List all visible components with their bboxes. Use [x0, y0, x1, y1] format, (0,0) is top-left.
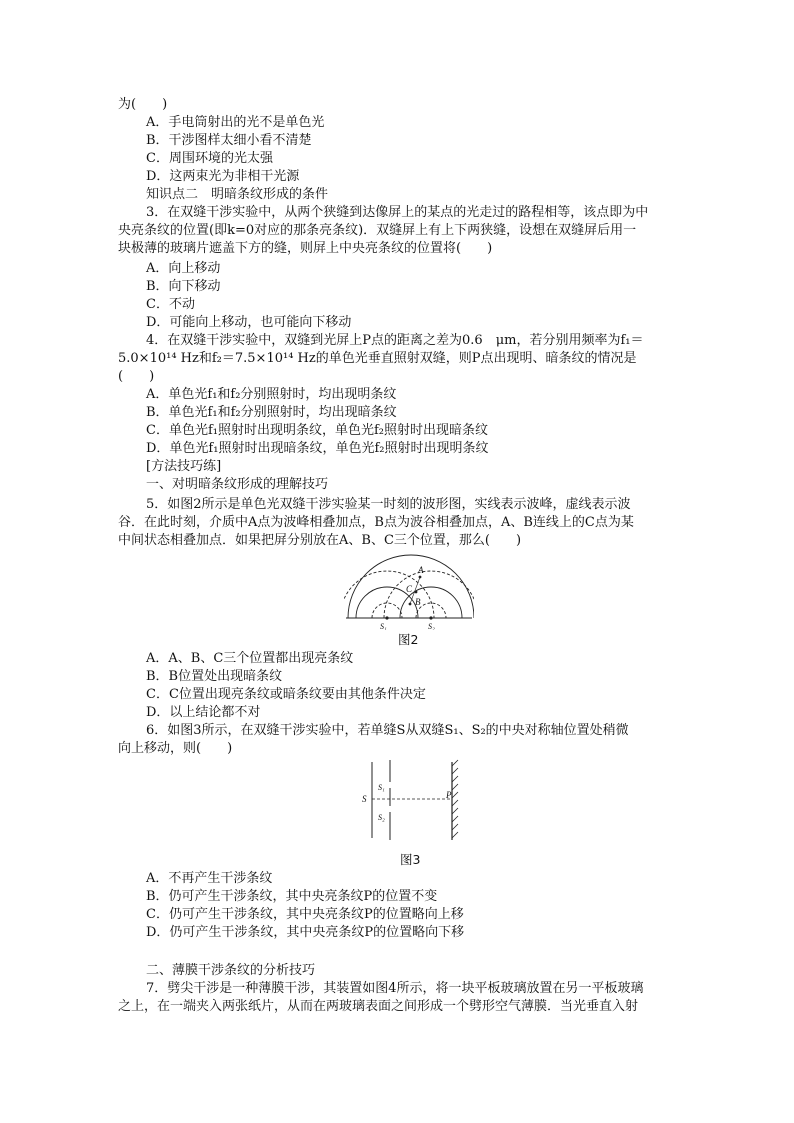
option-line: A．向上移动	[146, 261, 221, 276]
label-a: A	[418, 565, 424, 575]
text-line: 为( )	[118, 97, 168, 112]
label-p: P	[446, 790, 452, 800]
question-text: 7．劈尖干涉是一种薄膜干涉，其装置如图4所示，将一块平板玻璃放置在另一平板玻璃	[146, 981, 644, 996]
option-line: D．这两束光为非相干光源	[146, 169, 300, 184]
label-s1: S₁	[378, 783, 385, 792]
option-line: B．B位置处出现暗条纹	[146, 669, 283, 684]
section-heading: [方法技巧练]	[146, 459, 222, 474]
question-text: 之上，在一端夹入两张纸片，从而在两玻璃表面之间形成一个劈形空气薄膜．当光垂直入射	[118, 999, 639, 1014]
option-line: A．不再产生干涉条纹	[146, 871, 273, 886]
section-heading: 知识点二 明暗条纹形成的条件	[146, 187, 329, 202]
option-line: D．以上结论都不对	[146, 705, 261, 720]
option-line: D．单色光f₁照射时出现暗条纹，单色光f₂照射时出现明条纹	[146, 441, 489, 456]
figure-2-wave-diagram	[344, 552, 474, 630]
option-line: D．仍可产生干涉条纹，其中央亮条纹P的位置略向下移	[146, 925, 465, 940]
question-text: 块极薄的玻璃片遮盖下方的缝，则屏上中央亮条纹的位置将( )	[118, 241, 493, 256]
option-line: B．单色光f₁和f₂分别照射时，均出现暗条纹	[146, 405, 397, 420]
question-text: 5.0×10¹⁴ Hz和f₂＝7.5×10¹⁴ Hz的单色光垂直照射双缝，则P点出现明、暗条纹的情况是	[118, 351, 637, 366]
label-s1: S₁	[380, 622, 387, 630]
option-line: A．单色光f₁和f₂分别照射时，均出现明条纹	[146, 387, 397, 402]
option-line: C．周围环境的光太强	[146, 151, 273, 166]
question-text: ( )	[118, 369, 155, 384]
option-line: C．单色光f₁照射时出现明条纹，单色光f₂照射时出现暗条纹	[146, 423, 488, 438]
label-c: C	[406, 584, 413, 594]
label-s: S	[362, 794, 367, 804]
label-s2: S₂	[378, 813, 385, 822]
question-text: 3．在双缝干涉实验中，从两个狭缝到达像屏上的某点的光走过的路程相等，该点即为中	[146, 205, 649, 220]
option-line: C．不动	[146, 297, 195, 312]
question-text: 央亮条纹的位置(即k=0对应的那条亮条纹)．双缝屏上有上下两狭缝，设想在双缝屏后用一	[118, 223, 637, 238]
option-line: C．C位置出现亮条纹或暗条纹要由其他条件决定	[146, 687, 426, 702]
option-line: A．A、B、C三个位置都出现亮条纹	[146, 651, 354, 666]
label-s2: S₂	[428, 622, 435, 630]
option-line: D．可能向上移动，也可能向下移动	[146, 315, 352, 330]
question-text: 4．在双缝干涉实验中，双缝到光屏上P点的距离之差为0.6 μm，若分别用频率为f₁＝	[146, 333, 644, 348]
question-text: 6．如图3所示，在双缝干涉实验中，若单缝S从双缝S₁、S₂的中央对称轴位置处稍微	[146, 723, 629, 738]
option-line: B．仍可产生干涉条纹，其中央亮条纹P的位置不变	[146, 889, 438, 904]
section-heading: 二、薄膜干涉条纹的分析技巧	[146, 963, 316, 978]
section-heading: 一、对明暗条纹形成的理解技巧	[146, 477, 329, 492]
figure-3-slit-diagram	[360, 758, 460, 848]
label-b: B	[415, 597, 421, 607]
question-text: 向上移动，则( )	[118, 741, 233, 756]
figure-3-caption: 图3	[400, 852, 421, 867]
question-text: 中间状态相叠加点．如果把屏分别放在A、B、C三个位置，那么( )	[118, 533, 522, 548]
question-text: 5．如图2所示是单色光双缝干涉实验某一时刻的波形图，实线表示波峰，虚线表示波	[146, 497, 631, 512]
option-line: B．干涉图样太细小看不清楚	[146, 133, 312, 148]
question-text: 谷．在此时刻，介质中A点为波峰相叠加点，B点为波谷相叠加点，A、B连线上的C点为某	[118, 515, 634, 530]
option-line: B．向下移动	[146, 279, 221, 294]
figure-2-caption: 图2	[398, 632, 419, 647]
option-line: C．仍可产生干涉条纹，其中央亮条纹P的位置略向上移	[146, 907, 464, 922]
option-line: A．手电筒射出的光不是单色光	[146, 115, 325, 130]
